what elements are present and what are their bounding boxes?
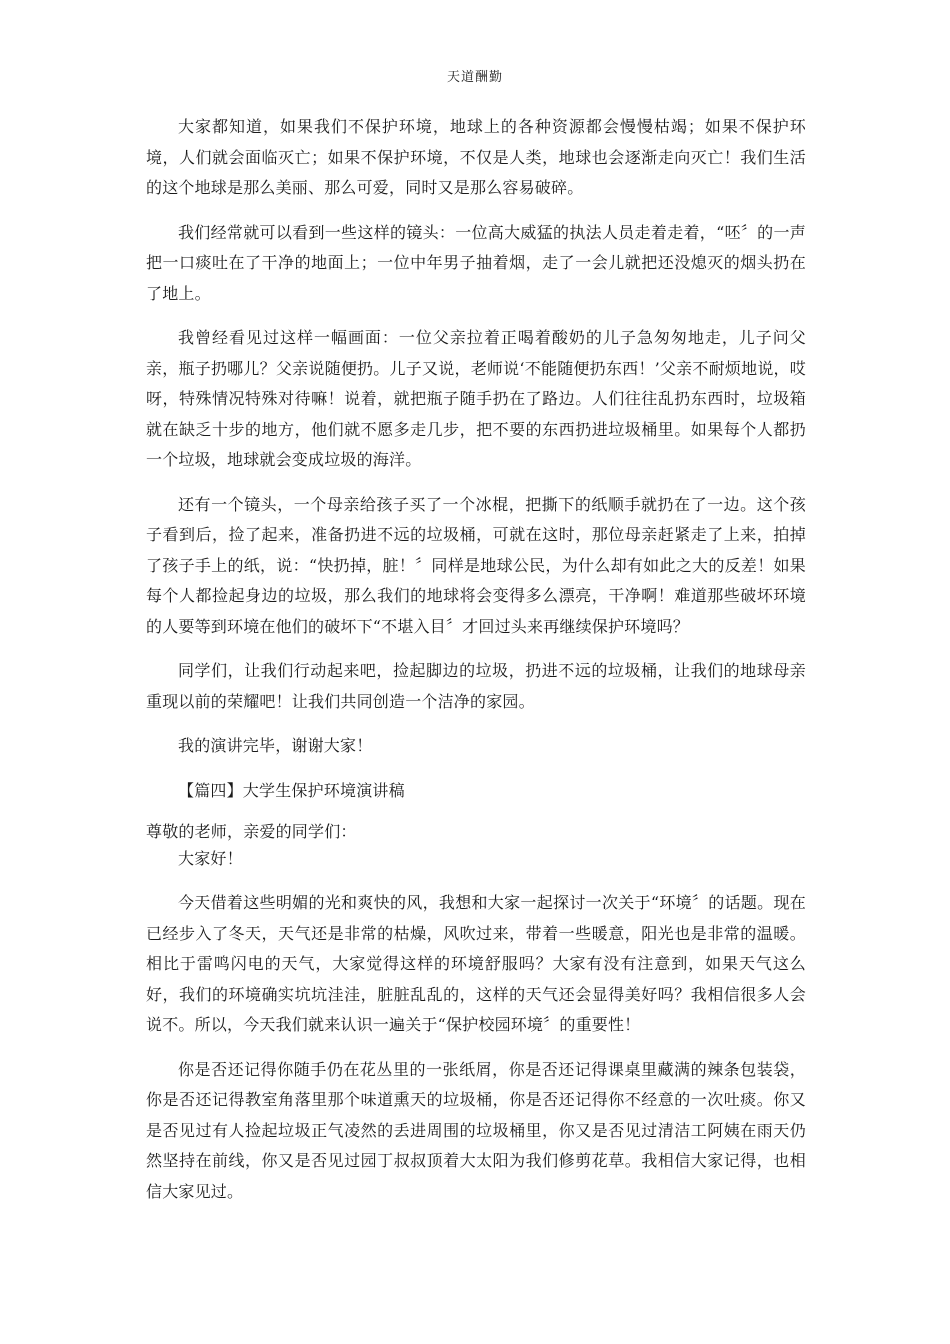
section-heading: 【篇四】大学生保护环境演讲稿 <box>178 780 405 800</box>
paragraph-6: 我的演讲完毕，谢谢大家！ <box>178 736 373 755</box>
paragraph-7: 今天借着这些明媚的光和爽快的风，我想和大家一起探讨一次关于“环境〞的话题。现在已经步入了冬天，天气还是非常的枯燥，风吹过来，带着一些暖意，阳光也是非常的温暖。相比于雷鸣闪电的天气，大家觉得这样的环境舒服吗？大家有没有注意到，如果天气这么好，我们的环境确实坑坑洼洼，脏脏乱乱的，这样的天气还会显得美好吗？我相信很多人会说不。所以，今天我们就来认识一遍关于“保护校园环境〞的重要性！ <box>146 893 806 1034</box>
paragraph-8: 你是否还记得你随手仍在花丛里的一张纸屑，你是否还记得课桌里藏满的辣条包装袋，你是否还记得教室角落里那个味道熏天的垃圾桶，你是否还记得你不经意的一次吐痰。你又是否见过有人捡起垃圾正气凌然的丢进周围的垃圾桶里，你又是否见过清洁工阿姨在雨天仍然坚持在前线，你又是否见过园丁叔叔顶着大太阳为我们修剪花草。我相信大家记得，也相信大家见过。 <box>146 1059 806 1201</box>
salutation: 尊敬的老师，亲爱的同学们： <box>146 822 357 841</box>
greeting: 大家好！ <box>178 849 243 868</box>
document-body <box>146 112 806 1221</box>
paragraph-3: 我曾经看见过这样一幅画面：一位父亲拉着正喝着酸奶的儿子急匆匆地走，儿子问父亲，瓶子扔哪儿？父亲说随便扔。儿子又说，老师说‘不能随便扔东西！’父亲不耐烦地说，哎呀，特殊情况特殊对待嘛！说着，就把瓶子随手扔在了路边。人们往往乱扔东西时，垃圾箱就在缺乏十步的地方，他们就不愿多走几步，把不要的东西扔进垃圾桶里。如果每个人都扔一个垃圾，地球就会变成垃圾的海洋。 <box>146 328 806 469</box>
paragraph-5: 同学们，让我们行动起来吧，捡起脚边的垃圾，扔进不远的垃圾桶，让我们的地球母亲重现以前的荣耀吧！让我们共同创造一个洁净的家园。 <box>146 661 806 711</box>
paragraph-1: 大家都知道，如果我们不保护环境，地球上的各种资源都会慢慢枯竭；如果不保护环境，人们就会面临灭亡；如果不保护环境，不仅是人类，地球也会逐渐走向灭亡！我们生活的这个地球是那么美丽、那么可爱，同时又是那么容易破碎。 <box>146 117 806 197</box>
paragraph-2: 我们经常就可以看到一些这样的镜头：一位高大威猛的执法人员走着走着，“呸〞的一声把一口痰吐在了干净的地面上；一位中年男子抽着烟，走了一会儿就把还没熄灭的烟头扔在了地上。 <box>146 222 806 303</box>
page-header: 天道酬勤 <box>446 70 503 85</box>
paragraph-4: 还有一个镜头，一个母亲给孩子买了一个冰棍，把撕下的纸顺手就扔在了一边。这个孩子看到后，捡了起来，准备扔进不远的垃圾桶，可就在这时，那位母亲赶紧走了上来，拍掉了孩子手上的纸，说：“快扔掉，脏！〞同样是地球公民，为什么却有如此之大的反差！如果每个人都捡起身边的垃圾，那么我们的地球将会变得多么漂亮，干净啊！难道那些破坏环境的人要等到环境在他们的破坏下“不堪入目〞才回过头来再继续保护环境吗？ <box>146 494 806 636</box>
